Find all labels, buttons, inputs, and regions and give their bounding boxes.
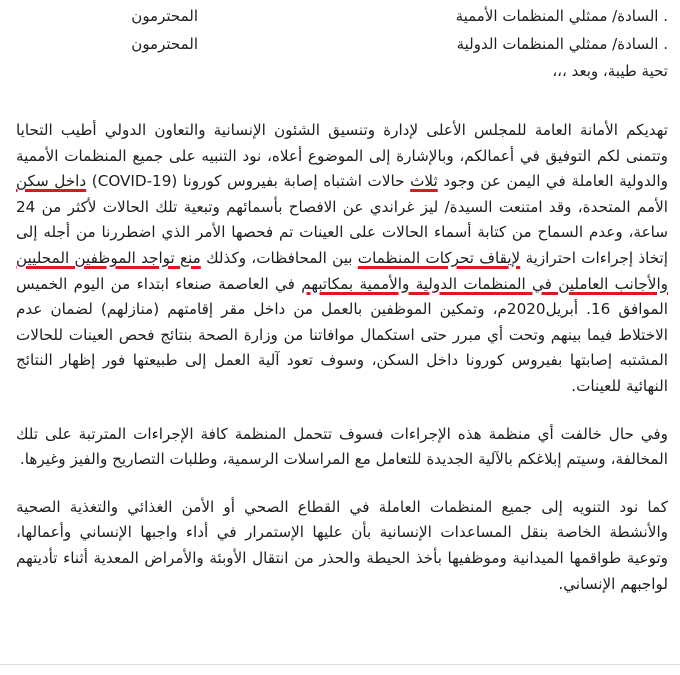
divider: [0, 664, 680, 665]
letter-header: [16, 0, 668, 84]
paragraph-text: حالات اشتباه إصابة بفيروس كورونا (COVID-19): [86, 172, 411, 191]
paragraph-main: [16, 118, 668, 400]
addressee-line-intl: [16, 30, 668, 58]
addressee-line-un: [16, 2, 668, 30]
addressee-recipient: . السادة/ ممثلي المنظمات الأممية: [455, 7, 668, 25]
paragraph-text: في العاصمة صنعاء ابتداء من اليوم الخميس الموافق 16. أبريل2020م، وتمكين الموظفين بالعمل من داخل مقر إقامتهم (منازلهم) لضمان عدم الاختلاط فيما بينهم وتحت أي مبرر حتى استكمال موافاتنا من وزارة الصحة بنتائج فحص العينات للحالات المشتبه إصابتها بفيروس كورونا داخل السكن، وسوف تعود آلية العمل إلى طبيعتها فور إظهار النتائج النهائية للعينات.: [16, 274, 668, 395]
highlighted-text: ثلاث: [410, 172, 438, 191]
greeting: تحية طيبة، وبعد ،،،: [552, 62, 668, 80]
paragraph-text: بين المحافظات، وكذلك: [200, 248, 358, 267]
paragraph-violations: وفي حال خالفت أي منظمة هذه الإجراءات فسوف تتحمل المنظمة كافة الإجراءات المترتبة على تلك المخالفة، وسيتم إبلاغكم بالآلية الجديدة للتعامل مع المراسلات الرسمية، وطلبات التصاريح والفيز وغيرها.: [16, 424, 668, 469]
paragraph-health-sector: كما نود التنويه إلى جميع المنظمات العاملة في القطاع الصحي أو الأمن الغذائي والتغذية الصحية والأنشطة الخاصة بنقل المساعدات الإنسانية بأن عليها الإستمرار في أداء واجبها الإنساني وأعمالها، وتوعية طواقمها الميدانية وموظفيها بأخذ الحيطة والحذر من انتقال الأوبئة والأمراض المعدية أثناء تأديتهم لواجبهم الإنساني.: [16, 497, 668, 593]
highlighted-text: لإيقاف تحركات المنظمات: [357, 248, 521, 267]
highlighted-text: منع تواجد الموظفين المحليين والأجانب العاملين في المنظمات الدولية والأممية بمكاتبهم: [16, 248, 668, 293]
addressee-honorific: المحترمون: [131, 35, 198, 53]
paragraph-text: تهديكم الأمانة العامة للمجلس الأعلى لإدارة وتنسيق الشئون الإنسانية والتعاون الدولي أطيب التحايا وتتمنى لكم التوفيق في أعمالكم، وبالإشارة إلى الموضوع أعلاه، نود التنبيه على جميع المنظمات الأممية والدولية العاملة في اليمن عن وجود: [16, 121, 668, 191]
highlighted-text: داخل سكن: [16, 172, 87, 191]
addressee-honorific: المحترمون: [131, 7, 198, 25]
paragraph-text: الأمم المتحدة، وقد امتنعت السيدة/ ليز غراندي عن الافصاح بأسمائهم وتبعية تلك الحالات لأكثر من 24 ساعة، وعدم السماح من كتابة أسماء الحالات على العينات تم فحصها الأمر الذي اضطررنا من أجله إلى إتخاذ إجراءات احترازية: [16, 197, 668, 267]
addressee-recipient: . السادة/ ممثلي المنظمات الدولية: [456, 35, 668, 53]
